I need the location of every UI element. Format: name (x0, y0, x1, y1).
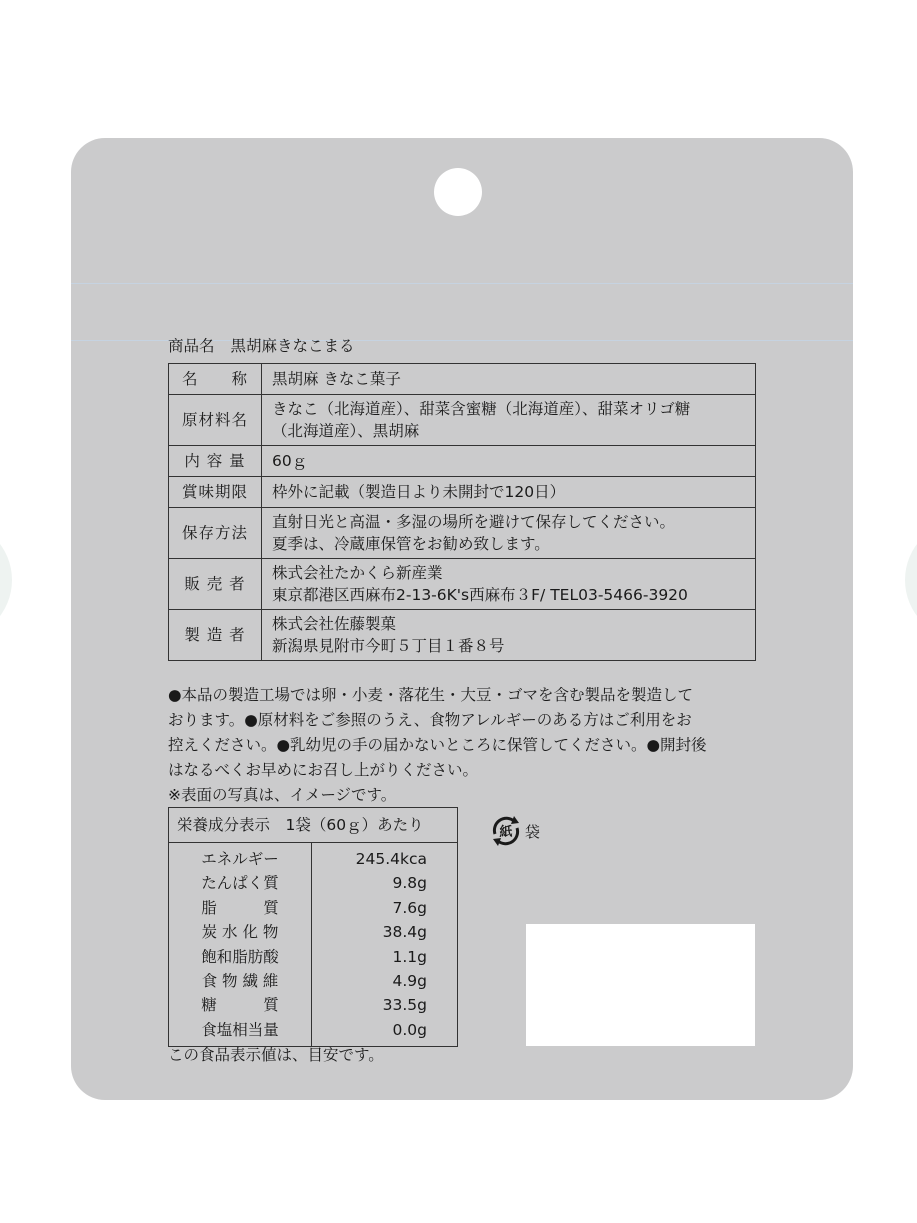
nutrition-body-row (169, 843, 458, 1047)
food-label-table (168, 363, 756, 661)
label-header: 内 容 量 (169, 446, 262, 477)
label-header: 保存方法 (169, 508, 262, 559)
label-value: 株式会社たかくら新産業 東京都港区西麻布2-13-6K's西麻布３F/ TEL03-5466-3920 (262, 559, 756, 610)
nutrition-header: 栄養成分表示 1袋（60ｇ）あたり (169, 808, 458, 843)
label-row-name (169, 364, 756, 395)
label-row-storage (169, 508, 756, 559)
recycle-mark-text: 紙 (499, 825, 513, 840)
label-value: きなこ（北海道産）、甜菜含蜜糖（北海道産）、甜菜オリゴ糖 （北海道産）、黒胡麻 (262, 395, 756, 446)
label-row-best-before (169, 477, 756, 508)
product-name-value: 黒胡麻きなこまる (230, 337, 355, 355)
label-header: 名 称 (169, 364, 262, 395)
label-header: 原材料名 (169, 395, 262, 446)
label-value: 直射日光と高温・多湿の場所を避けて保存してください。 夏季は、冷蔵庫保管をお勧め致します。 (262, 508, 756, 559)
right-edge-decoration (905, 520, 917, 640)
label-value: 60ｇ (262, 446, 756, 477)
hang-hole (434, 168, 482, 216)
nutrition-header-row (169, 808, 458, 843)
product-name-label: 商品名 (168, 337, 215, 355)
label-value: 枠外に記載（製造日より未開封で120日） (262, 477, 756, 508)
label-header: 賞味期限 (169, 477, 262, 508)
nutrition-footnote: この食品表示値は、目安です。 (168, 1046, 384, 1064)
nutrition-facts-table (168, 807, 458, 1047)
date-print-area (526, 924, 755, 1046)
product-name-line (168, 334, 355, 356)
label-header: 販 売 者 (169, 559, 262, 610)
label-header: 製 造 者 (169, 610, 262, 661)
seal-guide-band (71, 283, 853, 341)
label-row-seller (169, 559, 756, 610)
label-row-contents (169, 446, 756, 477)
recycle-label: 袋 (525, 822, 541, 841)
label-row-manufacturer (169, 610, 756, 661)
nutrient-names: エネルギー たんぱく質 脂 質 炭 水 化 物 飽和脂肪酸 食 物 繊 維 糖 質 食塩相当量 (169, 843, 312, 1047)
paper-recycle-icon (489, 814, 523, 848)
label-value: 黒胡麻 きなこ菓子 (262, 364, 756, 395)
recycle-mark (489, 814, 540, 848)
left-edge-decoration (0, 520, 12, 640)
nutrient-values: 245.4kca 9.8g 7.6g 38.4g 1.1g 4.9g 33.5g 0.0g (312, 843, 458, 1047)
label-row-ingredients (169, 395, 756, 446)
allergy-notice: ●本品の製造工場では卵・小麦・落花生・大豆・ゴマを含む製品を製造して おります。●原材料をご参照のうえ、食物アレルギーのある方はご利用をお 控えください。●乳幼児の手の届かないところに保管してください。●開封後 はなるべくお早めにお召し上がりください。 ※表面の写真は、イメージです。 (168, 686, 707, 804)
label-value: 株式会社佐藤製菓 新潟県見附市今町５丁目１番８号 (262, 610, 756, 661)
package-back-label (71, 138, 853, 1100)
